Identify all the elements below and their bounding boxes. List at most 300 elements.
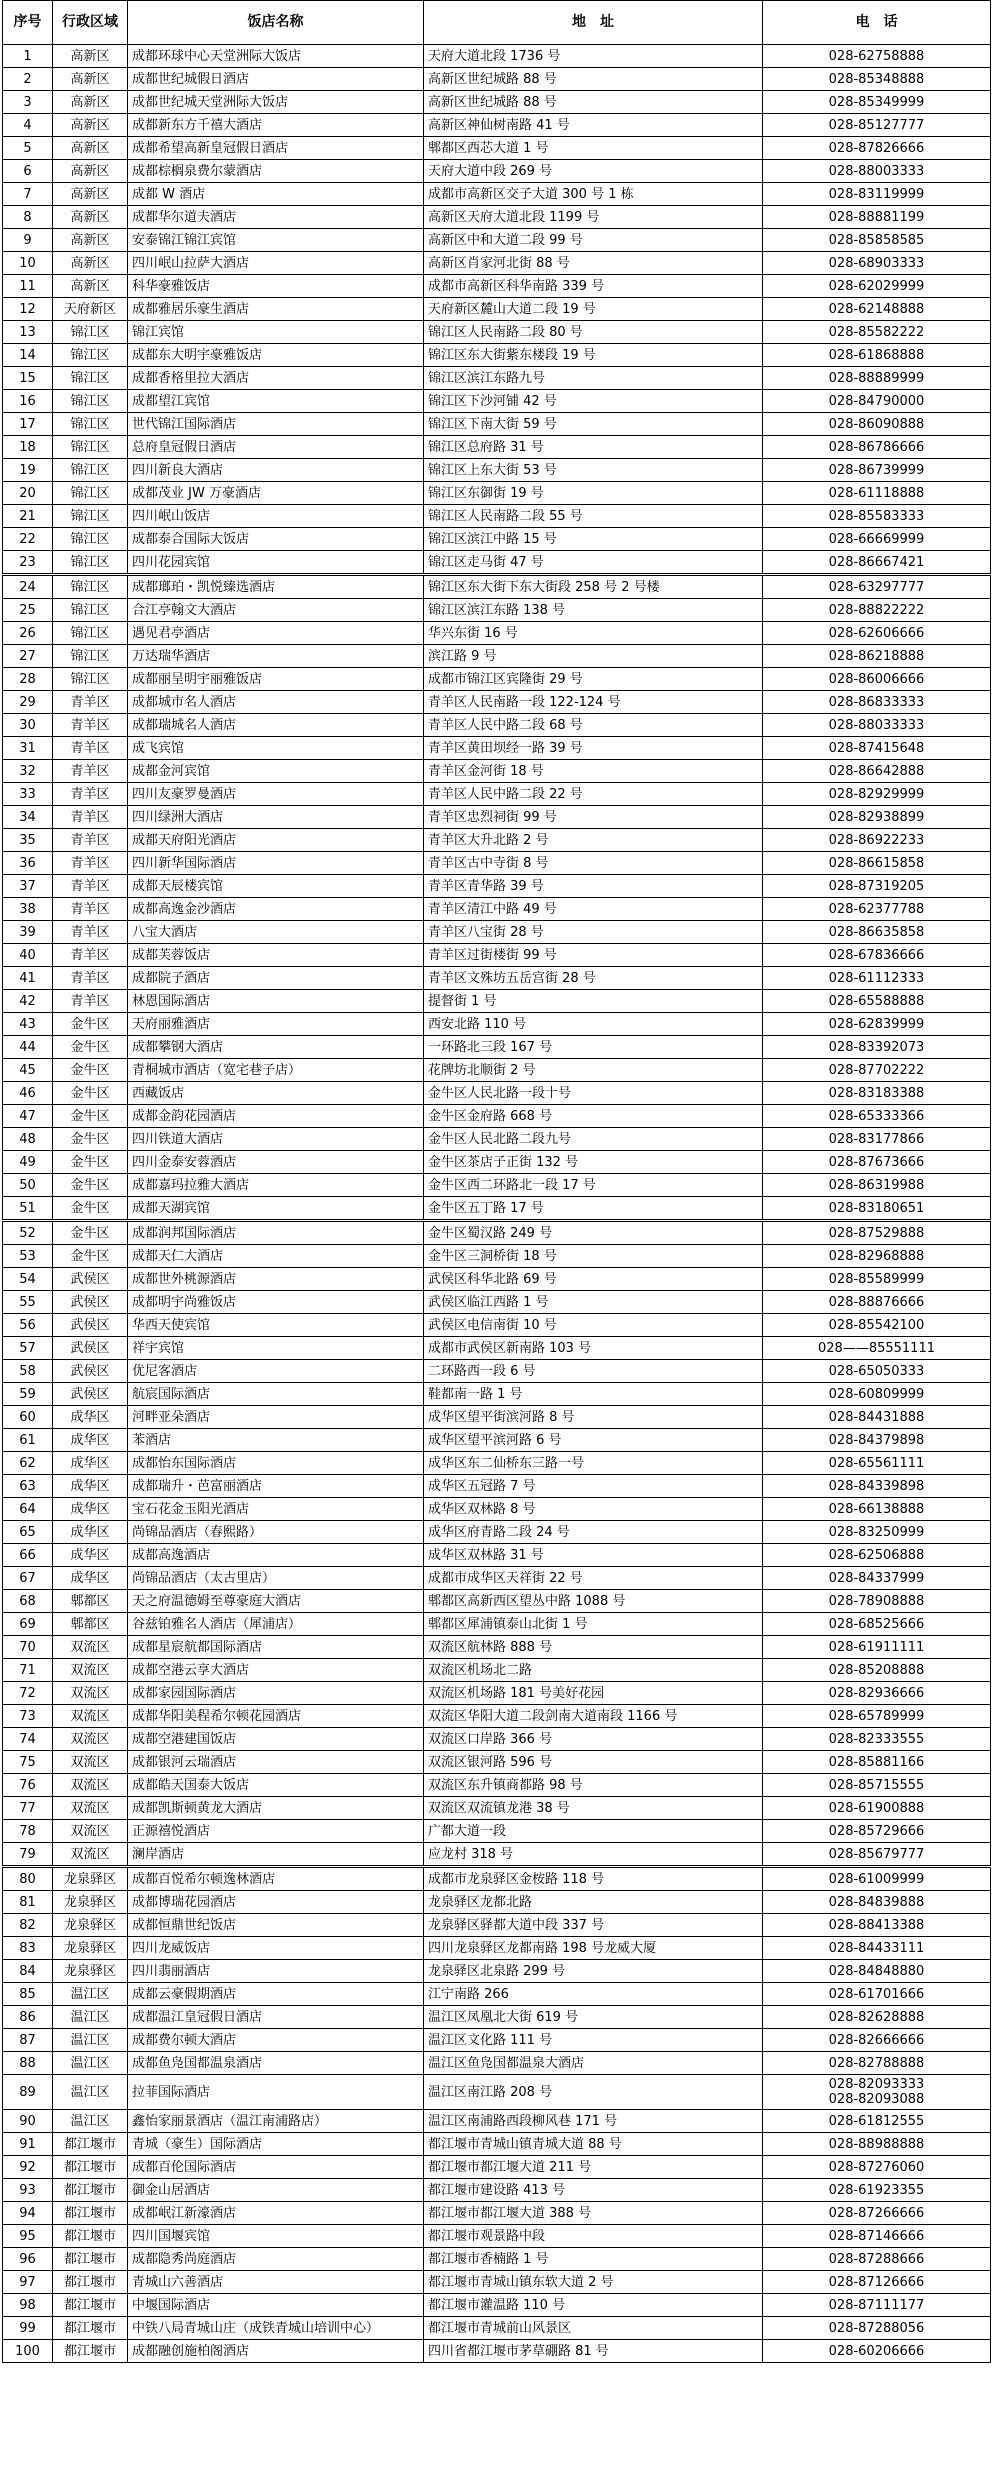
table-row — [3, 229, 991, 252]
serial-cell: 32 — [3, 760, 53, 783]
district-cell: 都江堰市 — [53, 2294, 128, 2317]
table-row — [3, 1867, 991, 1891]
district-cell: 锦江区 — [53, 668, 128, 691]
table-row — [3, 1128, 991, 1151]
phone-cell: 028-86833333 — [763, 691, 991, 714]
serial-cell: 87 — [3, 2029, 53, 2052]
address-cell: 武侯区电信南街 10 号 — [424, 1314, 763, 1337]
hotel-name-cell: 成都瑯珀・凯悦臻选酒店 — [128, 575, 424, 599]
address-cell: 武侯区科华北路 69 号 — [424, 1268, 763, 1291]
hotel-name-cell: 四川友豪罗曼酒店 — [128, 783, 424, 806]
hotel-name-cell: 成都百伦国际酒店 — [128, 2156, 424, 2179]
table-row — [3, 1383, 991, 1406]
table-row — [3, 1659, 991, 1682]
hotel-name-cell: 华西天使宾馆 — [128, 1314, 424, 1337]
address-cell: 金牛区三洞桥街 18 号 — [424, 1245, 763, 1268]
table-row — [3, 160, 991, 183]
phone-cell: 028-86642888 — [763, 760, 991, 783]
phone-cell: 028-83180651 — [763, 1197, 991, 1221]
phone-cell: 028-65050333 — [763, 1360, 991, 1383]
address-cell: 双流区东升镇商都路 98 号 — [424, 1774, 763, 1797]
serial-cell: 18 — [3, 436, 53, 459]
phone-cell: 028-62377788 — [763, 898, 991, 921]
district-cell: 武侯区 — [53, 1383, 128, 1406]
address-cell: 郫都区犀浦镇泰山北街 1 号 — [424, 1613, 763, 1636]
hotel-name-cell: 成都香格里拉大酒店 — [128, 367, 424, 390]
hotel-name-cell: 四川龙威饭店 — [128, 1937, 424, 1960]
hotel-name-cell: 成都空港建国饭店 — [128, 1728, 424, 1751]
table-row — [3, 967, 991, 990]
phone-cell: 028-83119999 — [763, 183, 991, 206]
district-cell: 金牛区 — [53, 1082, 128, 1105]
phone-cell: 028-63297777 — [763, 575, 991, 599]
table-row — [3, 645, 991, 668]
table-row — [3, 137, 991, 160]
serial-cell: 73 — [3, 1705, 53, 1728]
hotel-name-cell: 尚锦品酒店（太古里店） — [128, 1567, 424, 1590]
table-row — [3, 944, 991, 967]
district-cell: 金牛区 — [53, 1197, 128, 1221]
serial-cell: 57 — [3, 1337, 53, 1360]
district-cell: 武侯区 — [53, 1314, 128, 1337]
hotel-name-cell: 成都恒鼎世纪饭店 — [128, 1914, 424, 1937]
phone-cell: 028-87673666 — [763, 1151, 991, 1174]
phone-cell: 028-85881166 — [763, 1751, 991, 1774]
address-cell: 高新区中和大道二段 99 号 — [424, 229, 763, 252]
address-cell: 温江区文化路 111 号 — [424, 2029, 763, 2052]
serial-cell: 47 — [3, 1105, 53, 1128]
district-cell: 青羊区 — [53, 691, 128, 714]
hotel-name-cell: 成都天湖宾馆 — [128, 1197, 424, 1221]
address-cell: 都江堰市青城山镇东软大道 2 号 — [424, 2271, 763, 2294]
address-cell: 高新区天府大道北段 1199 号 — [424, 206, 763, 229]
table-row — [3, 691, 991, 714]
address-cell: 青羊区过街楼街 99 号 — [424, 944, 763, 967]
district-cell: 高新区 — [53, 91, 128, 114]
serial-cell: 24 — [3, 575, 53, 599]
address-cell: 温江区南江路 208 号 — [424, 2075, 763, 2110]
phone-cell: 028-68903333 — [763, 252, 991, 275]
phone-cell: 028-88822222 — [763, 599, 991, 622]
table-row — [3, 1728, 991, 1751]
address-cell: 双流区双流镇龙港 38 号 — [424, 1797, 763, 1820]
table-row — [3, 898, 991, 921]
hotel-name-cell: 成都世纪城假日酒店 — [128, 68, 424, 91]
address-cell: 青羊区八宝街 28 号 — [424, 921, 763, 944]
table-row — [3, 2271, 991, 2294]
serial-cell: 45 — [3, 1059, 53, 1082]
hotel-name-cell: 成都融创施柏阁酒店 — [128, 2340, 424, 2363]
district-cell: 天府新区 — [53, 298, 128, 321]
hotel-name-cell: 成都希望高新皇冠假日酒店 — [128, 137, 424, 160]
phone-cell: 028-84790000 — [763, 390, 991, 413]
table-row — [3, 622, 991, 645]
phone-cell: 028-61911111 — [763, 1636, 991, 1659]
table-row — [3, 1291, 991, 1314]
hotel-name-cell: 四川翡丽酒店 — [128, 1960, 424, 1983]
address-cell: 青羊区清江中路 49 号 — [424, 898, 763, 921]
address-cell: 滨江路 9 号 — [424, 645, 763, 668]
phone-cell: 028-85729666 — [763, 1820, 991, 1843]
serial-cell: 30 — [3, 714, 53, 737]
phone-cell: 028-85349999 — [763, 91, 991, 114]
hotel-name-cell: 天府丽雅酒店 — [128, 1013, 424, 1036]
hotel-name-cell: 成都攀钢大酒店 — [128, 1036, 424, 1059]
hotel-name-cell: 成都芙蓉饭店 — [128, 944, 424, 967]
district-cell: 锦江区 — [53, 413, 128, 436]
serial-cell: 23 — [3, 551, 53, 575]
district-cell: 金牛区 — [53, 1245, 128, 1268]
district-cell: 高新区 — [53, 275, 128, 298]
hotel-name-cell: 成飞宾馆 — [128, 737, 424, 760]
table-row — [3, 1521, 991, 1544]
table-row — [3, 1820, 991, 1843]
address-cell: 锦江区东御街 19 号 — [424, 482, 763, 505]
serial-cell: 4 — [3, 114, 53, 137]
district-cell: 高新区 — [53, 229, 128, 252]
district-cell: 龙泉驿区 — [53, 1867, 128, 1891]
phone-cell: 028-85542100 — [763, 1314, 991, 1337]
address-cell: 青羊区古中寺街 8 号 — [424, 852, 763, 875]
district-cell: 双流区 — [53, 1843, 128, 1867]
serial-cell: 46 — [3, 1082, 53, 1105]
phone-cell: 028-87529888 — [763, 1221, 991, 1245]
phone-cell: 028-84433111 — [763, 1937, 991, 1960]
district-cell: 青羊区 — [53, 737, 128, 760]
district-cell: 双流区 — [53, 1797, 128, 1820]
district-cell: 都江堰市 — [53, 2248, 128, 2271]
address-cell: 成都市高新区科华南路 339 号 — [424, 275, 763, 298]
table-row — [3, 1797, 991, 1820]
district-cell: 锦江区 — [53, 390, 128, 413]
phone-cell: 028-62148888 — [763, 298, 991, 321]
address-cell: 成都市武侯区新南路 103 号 — [424, 1337, 763, 1360]
address-cell: 成都市锦江区宾隆街 29 号 — [424, 668, 763, 691]
hotel-name-cell: 成都润邦国际酒店 — [128, 1221, 424, 1245]
phone-cell: 028-86635858 — [763, 921, 991, 944]
district-cell: 双流区 — [53, 1751, 128, 1774]
district-cell: 锦江区 — [53, 575, 128, 599]
address-cell: 锦江区走马街 47 号 — [424, 551, 763, 575]
address-cell: 武侯区临江西路 1 号 — [424, 1291, 763, 1314]
phone-cell: 028-82938899 — [763, 806, 991, 829]
serial-cell: 34 — [3, 806, 53, 829]
phone-cell: 028-87146666 — [763, 2225, 991, 2248]
table-row — [3, 2133, 991, 2156]
serial-cell: 85 — [3, 1983, 53, 2006]
address-cell: 二环路西一段 6 号 — [424, 1360, 763, 1383]
hotel-name-cell: 苯酒店 — [128, 1429, 424, 1452]
serial-cell: 49 — [3, 1151, 53, 1174]
phone-cell: 028-85589999 — [763, 1268, 991, 1291]
address-cell: 成华区双林路 31 号 — [424, 1544, 763, 1567]
hotel-name-cell: 成都世外桃源酒店 — [128, 1268, 424, 1291]
district-cell: 双流区 — [53, 1636, 128, 1659]
address-cell: 都江堰市观景路中段 — [424, 2225, 763, 2248]
address-cell: 龙泉驿区龙都北路 — [424, 1891, 763, 1914]
address-cell: 温江区鱼凫国都温泉大酒店 — [424, 2052, 763, 2075]
serial-cell: 77 — [3, 1797, 53, 1820]
address-cell: 青羊区黄田坝经一路 39 号 — [424, 737, 763, 760]
serial-cell: 72 — [3, 1682, 53, 1705]
district-cell: 高新区 — [53, 45, 128, 68]
phone-cell: 028-62839999 — [763, 1013, 991, 1036]
serial-cell: 53 — [3, 1245, 53, 1268]
district-cell: 温江区 — [53, 1983, 128, 2006]
district-cell: 锦江区 — [53, 436, 128, 459]
address-cell: 都江堰市香楠路 1 号 — [424, 2248, 763, 2271]
hotel-name-cell: 成都瑞城名人酒店 — [128, 714, 424, 737]
serial-cell: 7 — [3, 183, 53, 206]
address-cell: 双流区银河路 596 号 — [424, 1751, 763, 1774]
district-cell: 青羊区 — [53, 875, 128, 898]
address-cell: 双流区机场北二路 — [424, 1659, 763, 1682]
address-cell: 成华区府青路二段 24 号 — [424, 1521, 763, 1544]
address-cell: 青羊区人民中路二段 22 号 — [424, 783, 763, 806]
hotel-name-cell: 谷兹铂雅名人酒店（犀浦店） — [128, 1613, 424, 1636]
serial-cell: 52 — [3, 1221, 53, 1245]
district-cell: 高新区 — [53, 183, 128, 206]
hotel-name-cell: 成都东大明宇豪雅饭店 — [128, 344, 424, 367]
serial-cell: 11 — [3, 275, 53, 298]
address-cell: 华兴东街 16 号 — [424, 622, 763, 645]
district-cell: 青羊区 — [53, 921, 128, 944]
table-row — [3, 2006, 991, 2029]
serial-cell: 16 — [3, 390, 53, 413]
serial-cell: 89 — [3, 2075, 53, 2110]
serial-cell: 81 — [3, 1891, 53, 1914]
hotel-name-cell: 成都空港云享大酒店 — [128, 1659, 424, 1682]
hotel-name-cell: 成都鱼凫国都温泉酒店 — [128, 2052, 424, 2075]
district-cell: 武侯区 — [53, 1268, 128, 1291]
table-row — [3, 668, 991, 691]
table-row — [3, 1406, 991, 1429]
table-row — [3, 1268, 991, 1291]
address-cell: 金牛区蜀汉路 249 号 — [424, 1221, 763, 1245]
serial-cell: 66 — [3, 1544, 53, 1567]
table-row — [3, 1151, 991, 1174]
district-cell: 青羊区 — [53, 829, 128, 852]
serial-cell: 36 — [3, 852, 53, 875]
phone-cell: 028-62029999 — [763, 275, 991, 298]
phone-cell: 028-86667421 — [763, 551, 991, 575]
phone-cell: 028-67836666 — [763, 944, 991, 967]
table-row — [3, 737, 991, 760]
address-cell: 温江区凤凰北大街 619 号 — [424, 2006, 763, 2029]
serial-cell: 21 — [3, 505, 53, 528]
table-row — [3, 1013, 991, 1036]
hotel-name-cell: 成都明宇尚雅饭店 — [128, 1291, 424, 1314]
phone-cell: 028-87319205 — [763, 875, 991, 898]
district-cell: 锦江区 — [53, 459, 128, 482]
table-row — [3, 114, 991, 137]
district-cell: 龙泉驿区 — [53, 1937, 128, 1960]
district-cell: 成华区 — [53, 1452, 128, 1475]
district-cell: 锦江区 — [53, 599, 128, 622]
phone-cell: 028-86615858 — [763, 852, 991, 875]
phone-cell: 028-88881199 — [763, 206, 991, 229]
serial-cell: 43 — [3, 1013, 53, 1036]
phone-cell: 028-62758888 — [763, 45, 991, 68]
hotel-name-cell: 成都城市名人酒店 — [128, 691, 424, 714]
address-cell: 锦江区总府路 31 号 — [424, 436, 763, 459]
phone-cell: 028-87266666 — [763, 2202, 991, 2225]
phone-cell: 028-82093333 028-82093088 — [763, 2075, 991, 2110]
serial-cell: 76 — [3, 1774, 53, 1797]
phone-cell: 028-85582222 — [763, 321, 991, 344]
serial-cell: 54 — [3, 1268, 53, 1291]
hotel-name-cell: 祥宇宾馆 — [128, 1337, 424, 1360]
table-row — [3, 68, 991, 91]
table-row — [3, 1337, 991, 1360]
table-row — [3, 1105, 991, 1128]
phone-cell: 028-85208888 — [763, 1659, 991, 1682]
hotel-name-cell: 青城山六善酒店 — [128, 2271, 424, 2294]
phone-cell: 028-88413388 — [763, 1914, 991, 1937]
header-district: 行政区域 — [53, 1, 128, 45]
address-cell: 四川省都江堰市茅草硼路 81 号 — [424, 2340, 763, 2363]
hotel-name-cell: 成都家园国际酒店 — [128, 1682, 424, 1705]
serial-cell: 17 — [3, 413, 53, 436]
table-row — [3, 2294, 991, 2317]
phone-cell: 028-66669999 — [763, 528, 991, 551]
hotel-name-cell: 成都高逸酒店 — [128, 1544, 424, 1567]
serial-cell: 39 — [3, 921, 53, 944]
table-row — [3, 1613, 991, 1636]
serial-cell: 59 — [3, 1383, 53, 1406]
serial-cell: 68 — [3, 1590, 53, 1613]
table-row — [3, 2340, 991, 2363]
table-header — [3, 1, 991, 45]
phone-cell: 028-86090888 — [763, 413, 991, 436]
header-phone: 电 话 — [763, 1, 991, 45]
table-row — [3, 459, 991, 482]
phone-cell: 028-61900888 — [763, 1797, 991, 1820]
address-cell: 鞋都南一路 1 号 — [424, 1383, 763, 1406]
address-cell: 锦江区人民南路二段 55 号 — [424, 505, 763, 528]
district-cell: 温江区 — [53, 2110, 128, 2133]
serial-cell: 15 — [3, 367, 53, 390]
serial-cell: 22 — [3, 528, 53, 551]
table-row — [3, 990, 991, 1013]
serial-cell: 96 — [3, 2248, 53, 2271]
phone-cell: 028-82929999 — [763, 783, 991, 806]
phone-cell: 028-83183388 — [763, 1082, 991, 1105]
serial-cell: 65 — [3, 1521, 53, 1544]
phone-cell: 028-86218888 — [763, 645, 991, 668]
district-cell: 金牛区 — [53, 1174, 128, 1197]
table-row — [3, 1843, 991, 1867]
phone-cell: 028-86739999 — [763, 459, 991, 482]
address-cell: 锦江区人民南路二段 80 号 — [424, 321, 763, 344]
hotel-name-cell: 四川绿洲大酒店 — [128, 806, 424, 829]
hotel-name-cell: 成都嘉玛拉雅大酒店 — [128, 1174, 424, 1197]
phone-cell: 028-87111177 — [763, 2294, 991, 2317]
phone-cell: 028-85583333 — [763, 505, 991, 528]
hotel-name-cell: 成都 W 酒店 — [128, 183, 424, 206]
table-row — [3, 1221, 991, 1245]
hotel-name-cell: 优尼客酒店 — [128, 1360, 424, 1383]
district-cell: 都江堰市 — [53, 2271, 128, 2294]
address-cell: 江宁南路 266 — [424, 1983, 763, 2006]
phone-cell: 028-61701666 — [763, 1983, 991, 2006]
district-cell: 青羊区 — [53, 967, 128, 990]
hotel-name-cell: 中铁八局青城山庄（成铁青城山培训中心） — [128, 2317, 424, 2340]
table-row — [3, 2075, 991, 2110]
table-row — [3, 1636, 991, 1659]
serial-cell: 99 — [3, 2317, 53, 2340]
table-row — [3, 714, 991, 737]
table-row — [3, 298, 991, 321]
table-row — [3, 206, 991, 229]
district-cell: 高新区 — [53, 160, 128, 183]
address-cell: 锦江区东大街紫东楼段 19 号 — [424, 344, 763, 367]
hotel-name-cell: 成都银河云瑞酒店 — [128, 1751, 424, 1774]
serial-cell: 88 — [3, 2052, 53, 2075]
table-row — [3, 2029, 991, 2052]
address-cell: 龙泉驿区驿都大道中段 337 号 — [424, 1914, 763, 1937]
phone-cell: 028-61923355 — [763, 2179, 991, 2202]
address-cell: 高新区世纪城路 88 号 — [424, 68, 763, 91]
district-cell: 都江堰市 — [53, 2133, 128, 2156]
address-cell: 天府大道中段 269 号 — [424, 160, 763, 183]
district-cell: 锦江区 — [53, 528, 128, 551]
table-row — [3, 1544, 991, 1567]
phone-cell: 028-86786666 — [763, 436, 991, 459]
phone-cell: 028-88988888 — [763, 2133, 991, 2156]
table-row — [3, 1590, 991, 1613]
phone-cell: 028-84431888 — [763, 1406, 991, 1429]
serial-cell: 82 — [3, 1914, 53, 1937]
serial-cell: 74 — [3, 1728, 53, 1751]
serial-cell: 26 — [3, 622, 53, 645]
serial-cell: 20 — [3, 482, 53, 505]
district-cell: 金牛区 — [53, 1128, 128, 1151]
address-cell: 天府大道北段 1736 号 — [424, 45, 763, 68]
table-row — [3, 1914, 991, 1937]
address-cell: 青羊区文殊坊五岳宫街 28 号 — [424, 967, 763, 990]
phone-cell: 028-65333366 — [763, 1105, 991, 1128]
district-cell: 武侯区 — [53, 1291, 128, 1314]
address-cell: 高新区世纪城路 88 号 — [424, 91, 763, 114]
phone-cell: 028-88876666 — [763, 1291, 991, 1314]
hotel-name-cell: 河畔亚朵酒店 — [128, 1406, 424, 1429]
district-cell: 都江堰市 — [53, 2179, 128, 2202]
serial-cell: 1 — [3, 45, 53, 68]
phone-cell: 028-87288666 — [763, 2248, 991, 2271]
phone-cell: 028-82666666 — [763, 2029, 991, 2052]
district-cell: 高新区 — [53, 206, 128, 229]
phone-cell: 028-84337999 — [763, 1567, 991, 1590]
hotel-name-cell: 成都泰合国际大饭店 — [128, 528, 424, 551]
phone-cell: 028-83392073 — [763, 1036, 991, 1059]
serial-cell: 5 — [3, 137, 53, 160]
serial-cell: 6 — [3, 160, 53, 183]
address-cell: 双流区航林路 888 号 — [424, 1636, 763, 1659]
serial-cell: 86 — [3, 2006, 53, 2029]
hotel-name-cell: 四川岷山拉萨大酒店 — [128, 252, 424, 275]
address-cell: 都江堰市灌温路 110 号 — [424, 2294, 763, 2317]
serial-cell: 100 — [3, 2340, 53, 2363]
district-cell: 锦江区 — [53, 367, 128, 390]
district-cell: 都江堰市 — [53, 2202, 128, 2225]
serial-cell: 38 — [3, 898, 53, 921]
address-cell: 一环路北三段 167 号 — [424, 1036, 763, 1059]
hotel-name-cell: 四川岷山饭店 — [128, 505, 424, 528]
address-cell: 锦江区下南大街 59 号 — [424, 413, 763, 436]
hotel-name-cell: 成都华尔道夫酒店 — [128, 206, 424, 229]
table-row — [3, 413, 991, 436]
